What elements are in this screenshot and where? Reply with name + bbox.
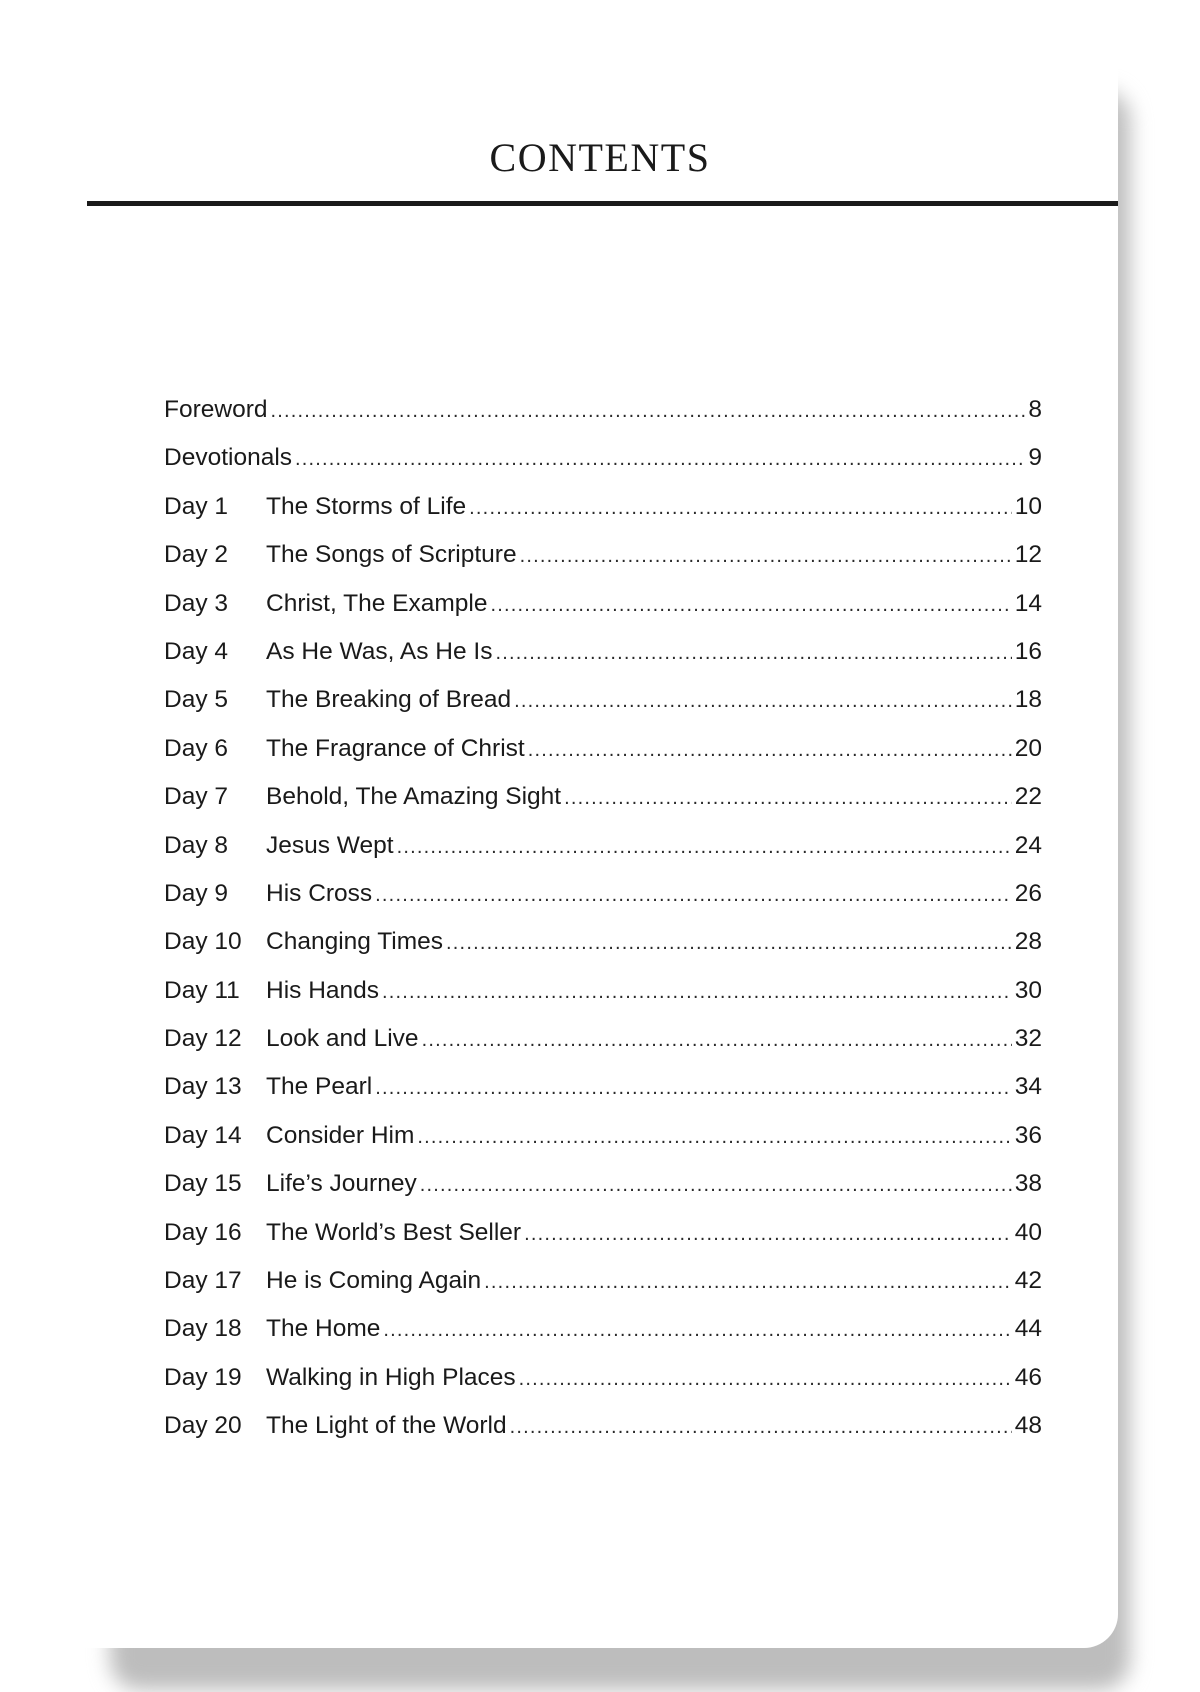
- toc-entry-day: Day 8: [164, 831, 229, 859]
- toc-entry-title: The Storms of Life: [266, 492, 467, 520]
- toc-entry-title: The Light of the World: [266, 1412, 507, 1440]
- toc-entry-page-number: 40: [1014, 1218, 1042, 1246]
- toc-entry-page-number: 12: [1014, 541, 1042, 569]
- toc-entry: [164, 386, 1042, 434]
- toc-entry-day: Day 9: [164, 879, 229, 907]
- toc-entry-page-number: 24: [1014, 831, 1042, 859]
- toc-entry-day: Day 17: [164, 1267, 242, 1295]
- toc-entry-page-number: 9: [1028, 444, 1042, 472]
- toc-entry: [164, 1160, 1042, 1208]
- toc-leader-dots: [469, 484, 1012, 532]
- toc-leader-dots: [564, 774, 1012, 822]
- table-of-contents: [164, 386, 1042, 1451]
- toc-leader-dots: [446, 919, 1012, 967]
- toc-entry-page-number: 10: [1014, 492, 1042, 520]
- toc-entry: [164, 1354, 1042, 1402]
- toc-leader-dots: [270, 387, 1025, 435]
- toc-entry-day: Day 6: [164, 734, 229, 762]
- toc-entry: [164, 676, 1042, 724]
- toc-entry-page-number: 38: [1014, 1170, 1042, 1198]
- toc-entry-day: Day 5: [164, 686, 229, 714]
- toc-entry: [164, 1015, 1042, 1063]
- toc-entry-title: His Hands: [266, 976, 380, 1004]
- toc-entry-title: The Pearl: [266, 1073, 373, 1101]
- toc-entry: [164, 725, 1042, 773]
- toc-entry-title: Behold, The Amazing Sight: [266, 783, 562, 811]
- toc-entry-day: Day 19: [164, 1363, 242, 1391]
- toc-entry-page-number: 42: [1014, 1267, 1042, 1295]
- toc-leader-dots: [528, 726, 1012, 774]
- toc-entry-page-number: 36: [1014, 1121, 1042, 1149]
- toc-entry-page-number: 30: [1014, 976, 1042, 1004]
- toc-leader-dots: [520, 532, 1012, 580]
- toc-leader-dots: [375, 871, 1012, 919]
- toc-leader-dots: [510, 1403, 1012, 1451]
- toc-leader-dots: [422, 1016, 1012, 1064]
- toc-entry-page-number: 34: [1014, 1073, 1042, 1101]
- toc-entry: [164, 580, 1042, 628]
- toc-leader-dots: [524, 1210, 1012, 1258]
- toc-entry-page-number: 26: [1014, 879, 1042, 907]
- toc-entry-title: The World’s Best Seller: [266, 1218, 522, 1246]
- toc-entry-page-number: 44: [1014, 1315, 1042, 1343]
- toc-leader-dots: [295, 435, 1025, 483]
- toc-entry-day: Day 11: [164, 976, 240, 1004]
- toc-leader-dots: [495, 629, 1011, 677]
- toc-entry: [164, 870, 1042, 918]
- toc-leader-dots: [491, 581, 1012, 629]
- toc-entry-title: Foreword: [164, 396, 268, 423]
- toc-entry: [164, 1209, 1042, 1257]
- toc-entry-page-number: 8: [1028, 396, 1042, 423]
- toc-entry-title: His Cross: [266, 879, 373, 907]
- toc-entry-day: Day 7: [164, 783, 229, 811]
- toc-entry: [164, 918, 1042, 966]
- toc-entry-title: Walking in High Places: [266, 1363, 516, 1391]
- toc-leader-dots: [514, 677, 1012, 725]
- toc-entry: [164, 1305, 1042, 1353]
- toc-entry: [164, 1257, 1042, 1305]
- toc-entry-title: The Breaking of Bread: [266, 686, 512, 714]
- toc-entry-page-number: 20: [1014, 734, 1042, 762]
- toc-entry-title: The Fragrance of Christ: [266, 734, 525, 762]
- toc-entry: [164, 773, 1042, 821]
- toc-leader-dots: [397, 823, 1012, 871]
- toc-entry-page-number: 18: [1014, 686, 1042, 714]
- toc-entry: [164, 434, 1042, 482]
- toc-leader-dots: [420, 1161, 1012, 1209]
- toc-entry-page-number: 28: [1014, 928, 1042, 956]
- toc-entry-title: The Songs of Scripture: [266, 541, 517, 569]
- toc-entry-page-number: 14: [1014, 589, 1042, 617]
- toc-entry-page-number: 22: [1014, 783, 1042, 811]
- toc-entry: [164, 1063, 1042, 1111]
- toc-entry-page-number: 46: [1014, 1363, 1042, 1391]
- toc-entry-title: Changing Times: [266, 928, 444, 956]
- toc-entry: [164, 822, 1042, 870]
- toc-entry: [164, 1112, 1042, 1160]
- toc-entry-day: Day 15: [164, 1170, 242, 1198]
- toc-entry: [164, 483, 1042, 531]
- toc-leader-dots: [519, 1355, 1012, 1403]
- toc-entry-title: The Home: [266, 1315, 381, 1343]
- toc-entry-title: Look and Live: [266, 1025, 419, 1053]
- toc-entry-day: Day 13: [164, 1073, 242, 1101]
- toc-entry: [164, 1402, 1042, 1450]
- toc-entry-day: Day 10: [164, 928, 242, 956]
- toc-entry-title: As He Was, As He Is: [266, 637, 493, 665]
- toc-entry-day: Day 14: [164, 1121, 242, 1149]
- toc-entry-title: He is Coming Again: [266, 1267, 482, 1295]
- toc-entry-day: Day 1: [164, 492, 229, 520]
- toc-entry-page-number: 16: [1014, 637, 1042, 665]
- title-rule: [87, 201, 1118, 206]
- toc-entry-title: Christ, The Example: [266, 589, 488, 617]
- toc-leader-dots: [484, 1258, 1012, 1306]
- toc-entry-title: Life’s Journey: [266, 1170, 417, 1198]
- toc-entry: [164, 531, 1042, 579]
- page-title: CONTENTS: [489, 135, 711, 180]
- toc-entry-title: Jesus Wept: [266, 831, 394, 859]
- toc-leader-dots: [382, 968, 1012, 1016]
- toc-entry-day: Day 16: [164, 1218, 242, 1246]
- toc-entry-page-number: 32: [1014, 1025, 1042, 1053]
- toc-entry-day: Day 2: [164, 541, 229, 569]
- toc-leader-dots: [383, 1306, 1011, 1354]
- toc-leader-dots: [375, 1064, 1012, 1112]
- toc-entry-title: Devotionals: [164, 444, 293, 472]
- toc-entry-title: Consider Him: [266, 1121, 415, 1149]
- toc-entry-page-number: 48: [1014, 1412, 1042, 1440]
- toc-entry-day: Day 18: [164, 1315, 242, 1343]
- toc-entry: [164, 967, 1042, 1015]
- toc-entry-day: Day 3: [164, 589, 229, 617]
- toc-entry: [164, 628, 1042, 676]
- toc-entry-day: Day 4: [164, 637, 229, 665]
- toc-entry-day: Day 12: [164, 1025, 242, 1053]
- toc-entry-day: Day 20: [164, 1412, 242, 1440]
- toc-leader-dots: [417, 1113, 1011, 1161]
